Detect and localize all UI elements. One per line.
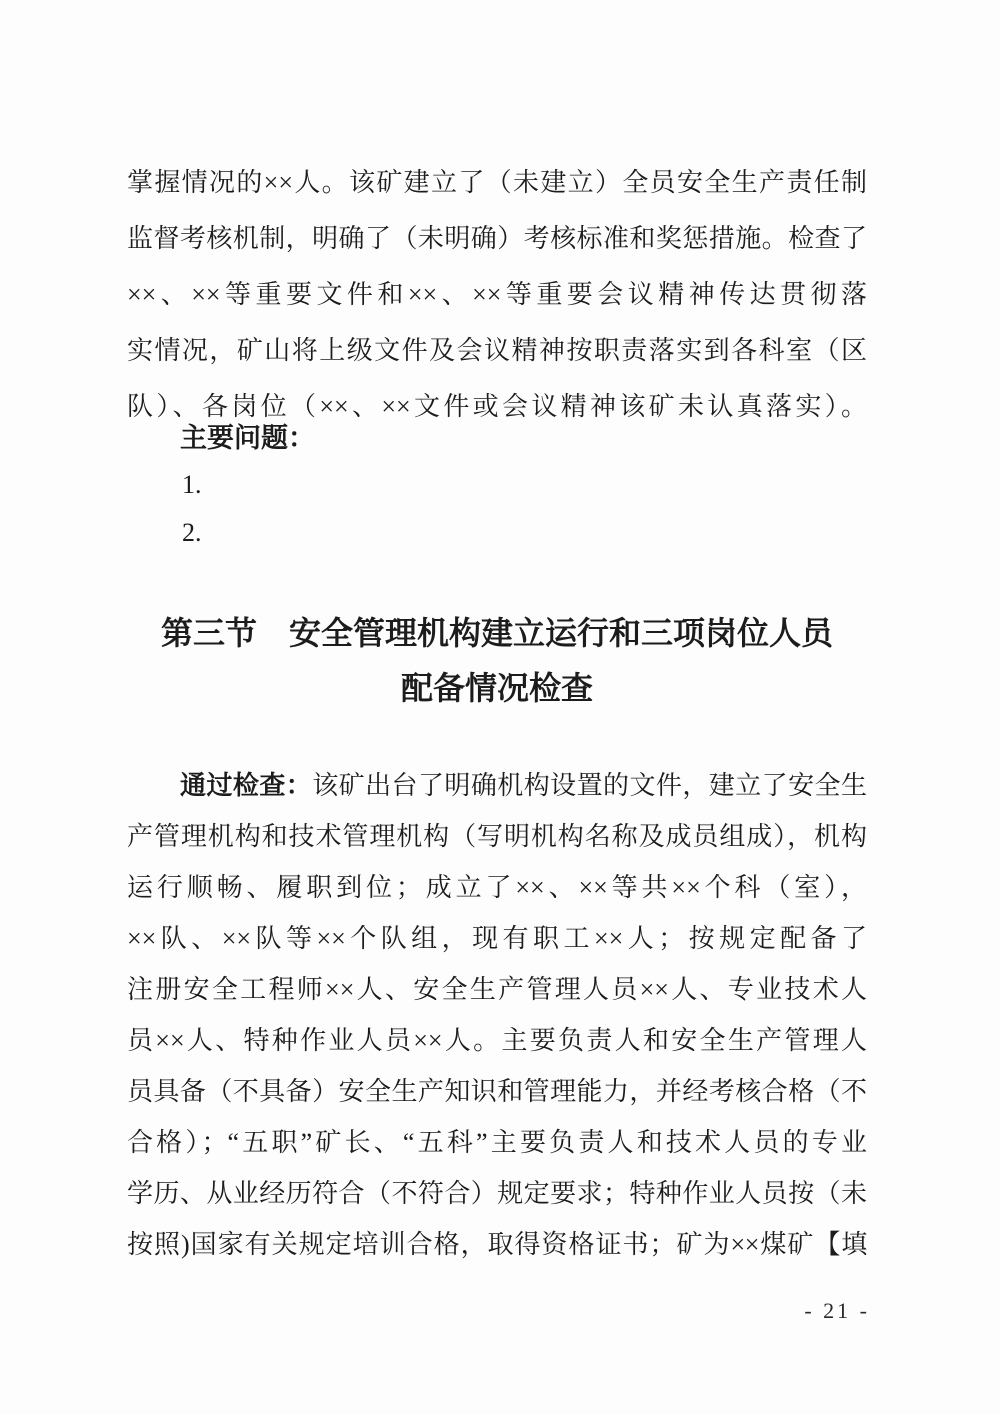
text-line: 队）、各岗位（××、××文件或会议精神该矿未认真落实）。 <box>127 392 867 421</box>
page-number: - 21 - <box>804 1298 870 1323</box>
text-line: 运行顺畅、履职到位；成立了××、××等共××个科（室）， <box>127 873 867 902</box>
text-line: 实情况，矿山将上级文件及会议精神按职责落实到各科室（区 <box>127 336 867 365</box>
text-line: ××队、××队等××个队组，现有职工××人；按规定配备了 <box>127 924 867 953</box>
text-line <box>127 760 867 811</box>
text-line: 员××人、特种作业人员××人。主要负责人和安全生产管理人 <box>127 1026 867 1055</box>
inspection-lead-rest: 该矿出台了明确机构设置的文件，建立了安全生 <box>312 771 867 800</box>
problem-item-1: 1. <box>182 470 202 499</box>
section-heading-line-1: 第三节 安全管理机构建立运行和三项岗位人员 <box>160 615 833 651</box>
text-line: 掌握情况的××人。该矿建立了（未建立）全员安全生产责任制 <box>127 168 867 197</box>
paragraph-inspection-findings <box>127 760 867 1270</box>
text-line: 合格）；“五职”矿长、“五科”主要负责人和技术人员的专业 <box>127 1128 867 1157</box>
text-line: 产管理机构和技术管理机构（写明机构名称及成员组成），机构 <box>127 822 867 851</box>
text-line: ××、××等重要文件和××、××等重要会议精神传达贯彻落 <box>127 280 867 309</box>
section-heading <box>127 606 867 716</box>
paragraph-responsibility-system <box>127 155 867 435</box>
text-line: 员具备（不具备）安全生产知识和管理能力，并经考核合格（不 <box>127 1077 867 1106</box>
text-line: 注册安全工程师××人、安全生产管理人员××人、专业技术人 <box>127 975 867 1004</box>
text-line: 按照)国家有关规定培训合格，取得资格证书；矿为××煤矿【填 <box>127 1230 867 1259</box>
inspection-lead-label: 通过检查： <box>180 771 313 800</box>
text-line: 监督考核机制，明确了（未明确）考核标准和奖惩措施。检查了 <box>127 224 867 253</box>
text-line: 学历、从业经历符合（不符合）规定要求；特种作业人员按（未 <box>127 1179 867 1208</box>
problem-item-2: 2. <box>182 518 202 547</box>
main-problems-label: 主要问题： <box>180 423 315 453</box>
section-heading-line-2: 配备情况检查 <box>400 670 593 706</box>
